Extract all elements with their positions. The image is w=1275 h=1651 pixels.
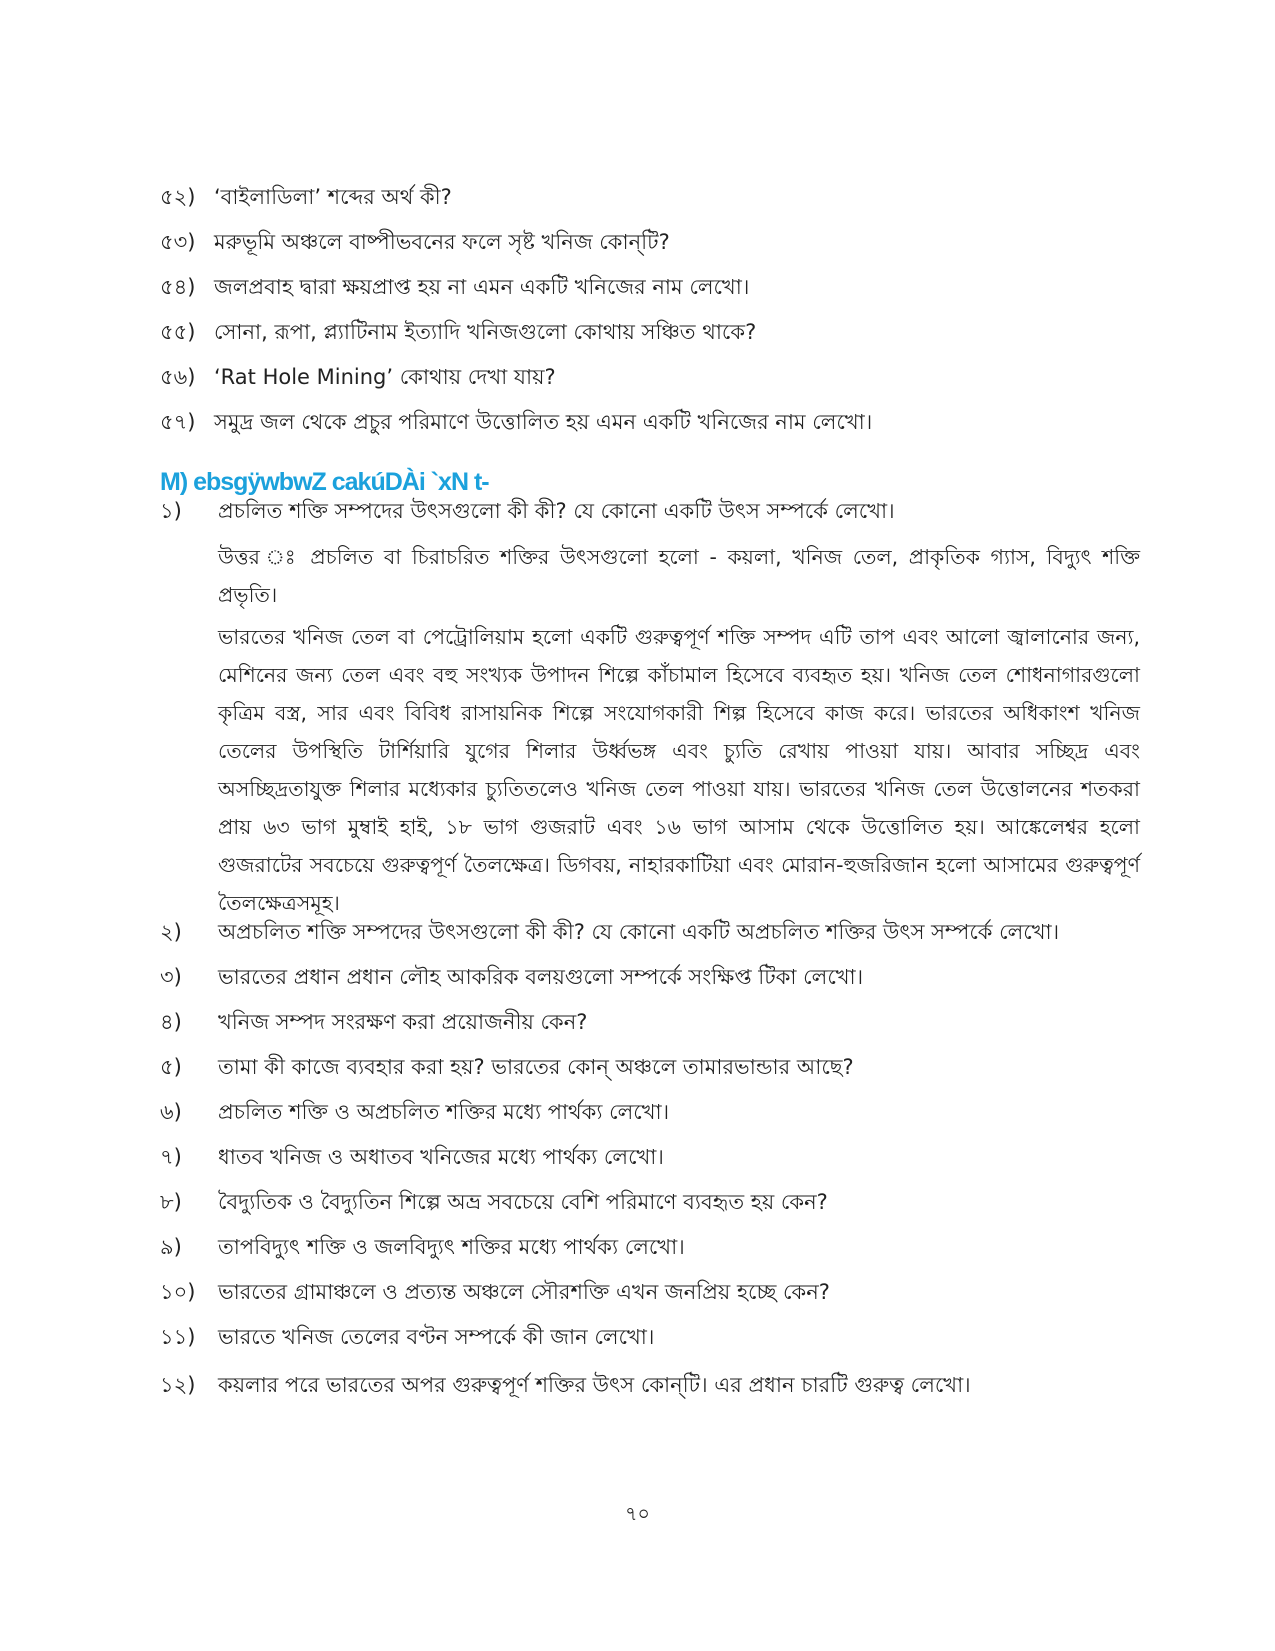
- question-52: [160, 182, 452, 212]
- question-55: [160, 317, 756, 347]
- question-number: ৩): [160, 965, 182, 989]
- question-text: সমুদ্র জল থেকে প্রচুর পরিমাণে উত্তোলিত হয় এমন একটি খনিজের নাম লেখো।: [214, 410, 873, 434]
- question-text: জলপ্রবাহ দ্বারা ক্ষয়প্রাপ্ত হয় না এমন একটি খনিজের নাম লেখো।: [214, 275, 750, 299]
- long-question-9: [160, 1232, 685, 1262]
- long-question-4: [160, 1007, 587, 1037]
- question-text: ভারতে খনিজ তেলের বণ্টন সম্পর্কে কী জান লেখো।: [218, 1325, 655, 1349]
- long-question-11: [160, 1322, 654, 1352]
- question-text: প্রচলিত শক্তি ও অপ্রচলিত শক্তির মধ্যে পার্থক্য লেখো।: [218, 1100, 670, 1124]
- question-number: ৫৬): [160, 365, 196, 389]
- question-number: ৮): [160, 1190, 182, 1214]
- question-text: কয়লার পরে ভারতের অপর গুরুত্বপূর্ণ শক্তির উৎস কোন্‌টি। এর প্রধান চারটি গুরুত্ব লেখো।: [218, 1373, 971, 1397]
- long-question-10: [160, 1277, 830, 1307]
- long-question-6: [160, 1097, 669, 1127]
- question-number: ৫৩): [160, 230, 196, 254]
- question-56: [160, 362, 556, 392]
- question-text: মরুভূমি অঞ্চলে বাষ্পীভবনের ফলে সৃষ্ট খনিজ কোন্‌টি?: [214, 230, 670, 254]
- question-text: ভারতের প্রধান প্রধান লৌহ আকরিক বলয়গুলো সম্পর্কে সংক্ষিপ্ত টিকা লেখো।: [218, 965, 864, 989]
- long-question-7: [160, 1142, 664, 1172]
- question-number: ৪): [160, 1010, 182, 1034]
- long-question-12: [160, 1370, 971, 1400]
- question-text: অপ্রচলিত শক্তি সম্পদের উৎসগুলো কী কী? যে কোনো একটি অপ্রচলিত শক্তির উৎস সম্পর্কে লেখো।: [218, 920, 1060, 944]
- question-number: ২): [160, 920, 182, 944]
- question-number: ৫৫): [160, 320, 196, 344]
- question-text: ভারতের গ্রামাঞ্চলে ও প্রত্যন্ত অঞ্চলে সৌরশক্তি এখন জনপ্রিয় হচ্ছে কেন?: [218, 1280, 830, 1304]
- question-number: ৫৪): [160, 275, 196, 299]
- answer-intro: উত্তর ঃ প্রচলিত বা চিরাচরিত শক্তির উৎসগুলো হলো - কয়লা, খনিজ তেল, প্রাকৃতিক গ্যাস, বিদ্যুৎ শক্তি প্রভৃতি।: [218, 545, 1140, 607]
- section-heading: M) ebsgÿwbwZ cakúDÀi `xN t-: [160, 468, 489, 496]
- question-text: তাপবিদ্যুৎ শক্তি ও জলবিদ্যুৎ শক্তির মধ্যে পার্থক্য লেখো।: [218, 1235, 685, 1259]
- question-number: ১১): [160, 1325, 196, 1349]
- question-text: ‘Rat Hole Mining’ কোথায় দেখা যায়?: [214, 365, 556, 389]
- question-number: ১০): [160, 1280, 196, 1304]
- question-text: সোনা, রূপা, প্ল্যাটিনাম ইত্যাদি খনিজগুলো কোথায় সঞ্চিত থাকে?: [214, 320, 757, 344]
- question-number: ৫৭): [160, 410, 196, 434]
- question-number: ৯): [160, 1235, 182, 1259]
- question-text: বৈদ্যুতিক ও বৈদ্যুতিন শিল্পে অভ্র সবচেয়ে বেশি পরিমাণে ব্যবহৃত হয় কেন?: [218, 1190, 828, 1214]
- question-text: খনিজ সম্পদ সংরক্ষণ করা প্রয়োজনীয় কেন?: [218, 1010, 588, 1034]
- question-text: প্রচলিত শক্তি সম্পদের উৎসগুলো কী কী? যে কোনো একটি উৎস সম্পর্কে লেখো।: [218, 499, 895, 523]
- question-text: ‘বাইলাডিলা’ শব্দের অর্থ কী?: [214, 185, 452, 209]
- question-54: [160, 272, 749, 302]
- page-number: ৭০: [625, 1503, 650, 1525]
- question-number: ৫২): [160, 185, 196, 209]
- long-question-8: [160, 1187, 828, 1217]
- question-53: [160, 227, 670, 257]
- answer-paragraph: ভারতের খনিজ তেল বা পেট্রোলিয়াম হলো একটি গুরুত্বপূর্ণ শক্তি সম্পদ এটি তাপ এবং আলো জ্বালানোর জন্য, মেশিনের জন্য তেল এবং বহু সংখ্যক উপাদন শিল্পে কাঁচামাল হিসেবে ব্যবহৃত হয়। খনিজ তেল শোধনাগারগুলো কৃত্রিম বস্ত্র, সার এবং বিবিধ রাসায়নিক শিল্পে সংযোগকারী শিল্প হিসেবে কাজ করে। ভারতের অধিকাংশ খনিজ তেলের উপস্থিতি টার্শিয়ারি যুগের শিলার উর্ধ্বভঙ্গ এবং চ্যুতি রেখায় পাওয়া যায়। আবার সচ্ছিদ্র এবং অসচ্ছিদ্রতাযুক্ত শিলার মধ্যেকার চ্যুতিতলেও খনিজ তেল পাওয়া যায়। ভারতের খনিজ তেল উত্তোলনের শতকরা প্রায় ৬৩ ভাগ মুম্বাই হাই, ১৮ ভাগ গুজরাট এবং ১৬ ভাগ আসাম থেকে উত্তোলিত হয়। আঙ্কেলেশ্বর হলো গুজরাটের সবচেয়ে গুরুত্বপূর্ণ তৈলক্ষেত্র। ডিগবয়, নাহারকাটিয়া এবং মোরান-হুজরিজান হলো আসামের গুরুত্বপূর্ণ তৈলক্ষেত্রসমূহ।: [218, 625, 1140, 915]
- long-question-5: [160, 1052, 854, 1082]
- long-question-2: [160, 917, 1059, 947]
- question-57: [160, 407, 872, 437]
- question-text: ধাতব খনিজ ও অধাতব খনিজের মধ্যে পার্থক্য লেখো।: [218, 1145, 664, 1169]
- question-number: ৫): [160, 1055, 182, 1079]
- long-question-1: [160, 496, 895, 526]
- question-number: ৬): [160, 1100, 182, 1124]
- question-number: ৭): [160, 1145, 182, 1169]
- long-question-3: [160, 962, 863, 992]
- question-number: ১২): [160, 1373, 196, 1397]
- question-number: ১): [160, 499, 182, 523]
- question-text: তামা কী কাজে ব্যবহার করা হয়? ভারতের কোন্‌ অঞ্চলে তামারভান্ডার আছে?: [218, 1055, 854, 1079]
